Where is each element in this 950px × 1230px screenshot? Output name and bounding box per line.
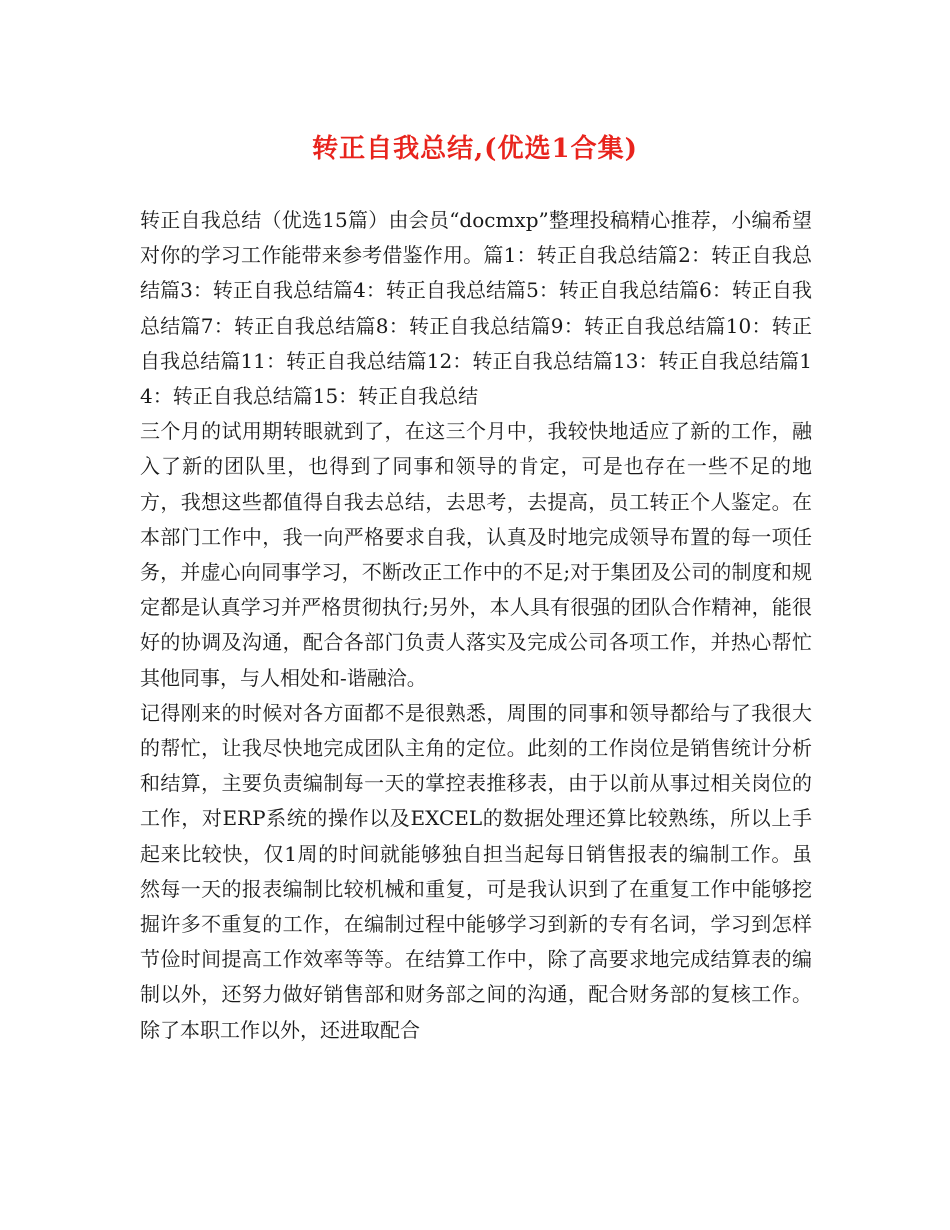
- document-title: 转正自我总结,(优选1合集): [312, 134, 638, 164]
- document-body: [140, 203, 812, 1048]
- paragraph-intro: 转正自我总结（优选15篇）由会员“docmxp”整理投稿精心推荐，小编希望对你的学习工作能带来参考借鉴作用。篇1：转正自我总结篇2：转正自我总结篇3：转正自我总结篇4：转正自我总结篇5：转正自我总结篇6：转正自我总结篇7：转正自我总结篇8：转正自我总结篇9：转正自我总结篇10：转正自我总结篇11：转正自我总结篇12：转正自我总结篇13：转正自我总结篇14：转正自我总结篇15：转正自我总结: [140, 208, 812, 409]
- paragraph-probation: 三个月的试用期转眼就到了，在这三个月中，我较快地适应了新的工作，融入了新的团队里，也得到了同事和领导的肯定，可是也存在一些不足的地方，我想这些都值得自我去总结，去思考，去提高，员工转正个人鉴定。在本部门工作中，我一向严格要求自我，认真及时地完成领导布置的每一项任务，并虚心向同事学习，不断改正工作中的不足;对于集团及公司的制度和规定都是认真学习并严格贯彻执行;另外，本人具有很强的团队合作精神，能很好的协调及沟通，配合各部门负责人落实及完成公司各项工作，并热心帮忙其他同事，与人相处和-谐融洽。: [140, 419, 812, 690]
- paragraph-work-duties: 记得刚来的时候对各方面都不是很熟悉，周围的同事和领导都给与了我很大的帮忙，让我尽快地完成团队主角的定位。此刻的工作岗位是销售统计分析和结算，主要负责编制每一天的掌控表推移表，由于以前从事过相关岗位的工作，对ERP系统的操作以及EXCEL的数据处理还算比较熟练，所以上手起来比较快，仅1周的时间就能够独自担当起每日销售报表的编制工作。虽然每一天的报表编制比较机械和重复，可是我认识到了在重复工作中能够挖掘许多不重复的工作，在编制过程中能够学习到新的专有名词，学习到怎样节俭时间提高工作效率等等。在结算工作中，除了高要求地完成结算表的编制以外，还努力做好销售部和财务部之间的沟通，配合财务部的复核工作。除了本职工作以外，还进取配合: [140, 700, 812, 1042]
